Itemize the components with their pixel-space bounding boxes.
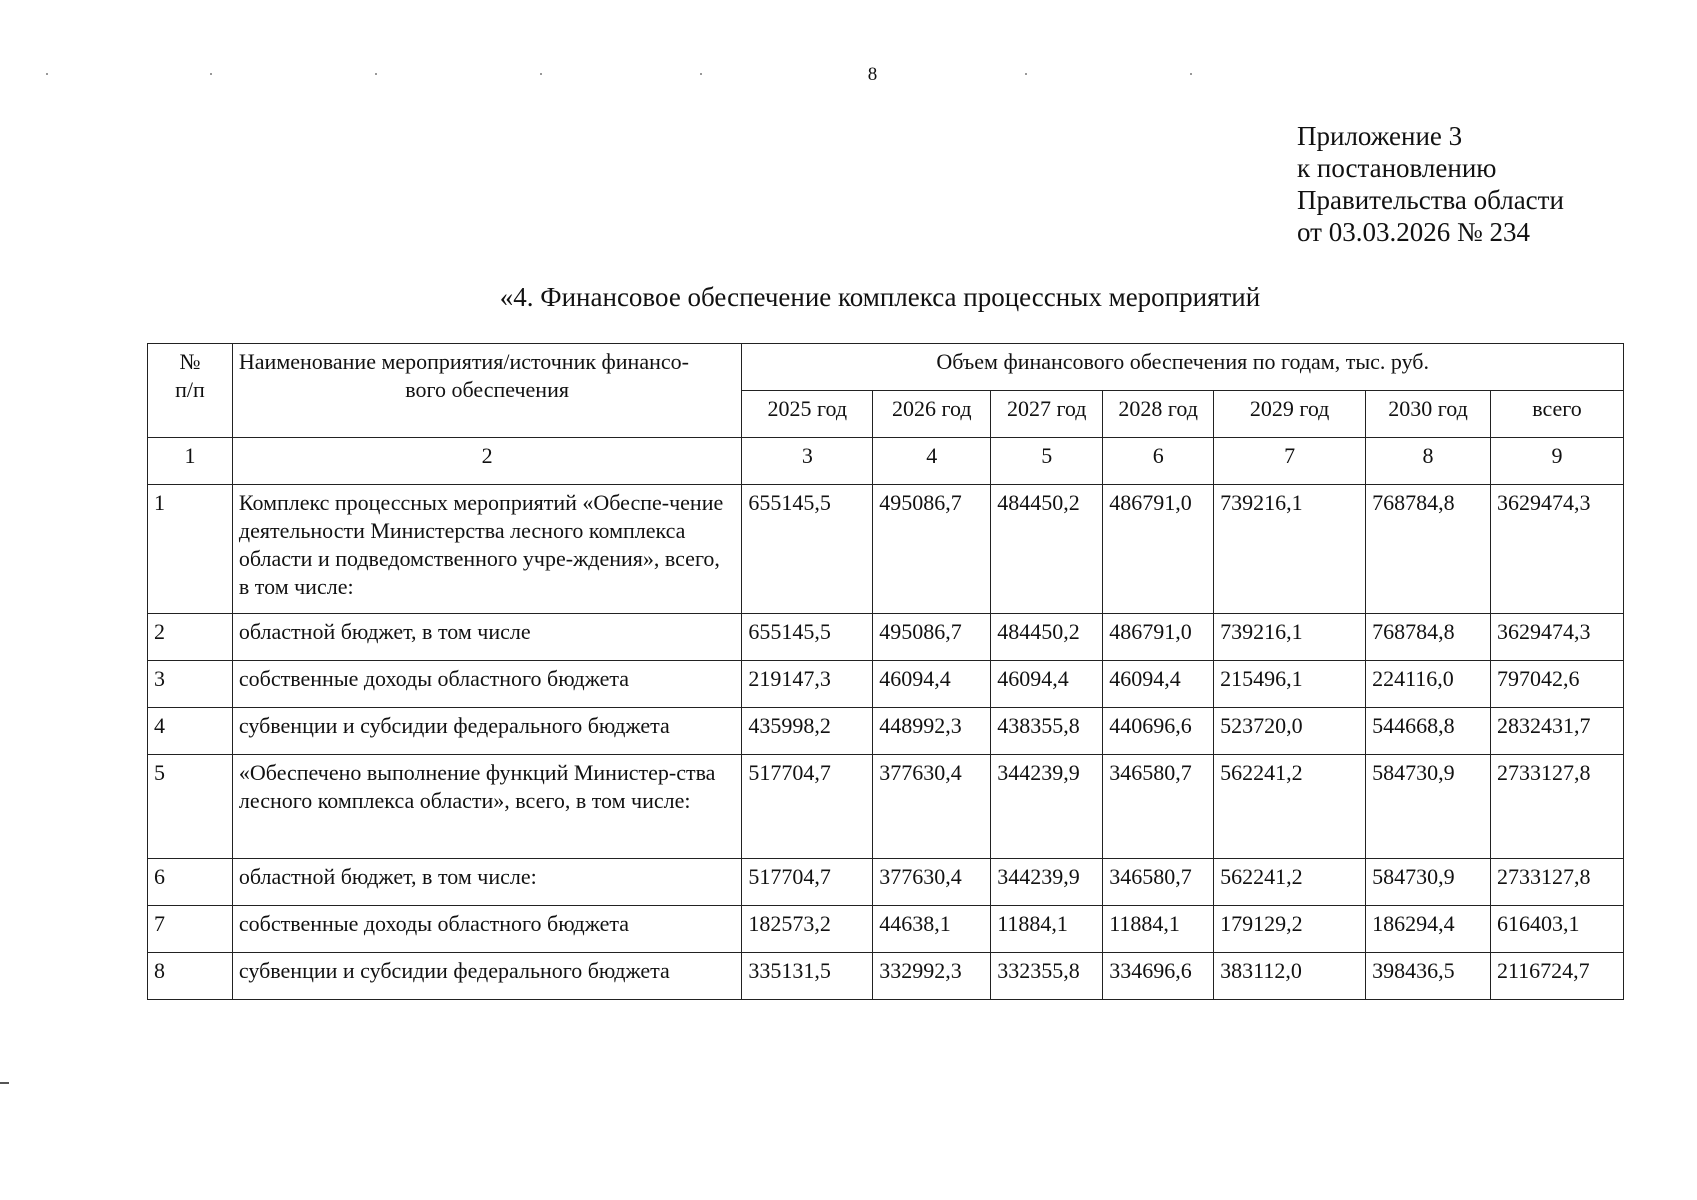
total-cell: 3629474,3: [1491, 614, 1624, 661]
total-cell: 2116724,7: [1491, 953, 1624, 1000]
row-name: собственные доходы областного бюджета: [232, 906, 741, 953]
scan-artifacts: [0, 73, 1697, 75]
value-cell: 584730,9: [1366, 859, 1491, 906]
header-year: 2026 год: [873, 391, 991, 438]
table-row: [148, 859, 1624, 906]
value-cell: 335131,5: [742, 953, 873, 1000]
value-cell: 562241,2: [1214, 755, 1366, 859]
value-cell: 517704,7: [742, 755, 873, 859]
header-num-line: №: [179, 349, 201, 374]
header-year: 2028 год: [1103, 391, 1214, 438]
table-row: [148, 708, 1624, 755]
row-name: Комплекс процессных мероприятий «Обеспе-чение деятельности Министерства лесного комплекса области и подведомственного учре-ждения», всего, в том числе:: [232, 485, 741, 614]
table-row: [148, 661, 1624, 708]
value-cell: 11884,1: [991, 906, 1103, 953]
header-num-line: п/п: [175, 377, 205, 402]
header-name-line: Наименование мероприятия/источник финансо-: [238, 349, 689, 374]
header-volume-group: Объем финансового обеспечения по годам, тыс. руб.: [742, 344, 1624, 391]
header-total: всего: [1491, 391, 1624, 438]
table-row: [148, 614, 1624, 661]
value-cell: 484450,2: [991, 614, 1103, 661]
value-cell: 544668,8: [1366, 708, 1491, 755]
column-index: 3: [742, 438, 873, 485]
value-cell: 495086,7: [873, 614, 991, 661]
column-index: 9: [1491, 438, 1624, 485]
total-cell: 2733127,8: [1491, 859, 1624, 906]
total-cell: 2733127,8: [1491, 755, 1624, 859]
value-cell: 495086,7: [873, 485, 991, 614]
appendix-line: к постановлению: [1297, 153, 1497, 183]
column-index-row: [148, 438, 1624, 485]
row-number: 3: [148, 661, 233, 708]
column-index: 8: [1366, 438, 1491, 485]
value-cell: 440696,6: [1103, 708, 1214, 755]
row-number: 2: [148, 614, 233, 661]
column-index: 2: [232, 438, 741, 485]
header-year: 2029 год: [1214, 391, 1366, 438]
value-cell: 215496,1: [1214, 661, 1366, 708]
value-cell: 739216,1: [1214, 485, 1366, 614]
appendix-block: [1297, 120, 1564, 248]
financing-table: [147, 343, 1624, 1000]
column-index: 6: [1103, 438, 1214, 485]
value-cell: 344239,9: [991, 755, 1103, 859]
row-name: субвенции и субсидии федерального бюджета: [232, 953, 741, 1000]
value-cell: 768784,8: [1366, 614, 1491, 661]
value-cell: 219147,3: [742, 661, 873, 708]
row-name: областной бюджет, в том числе: [232, 614, 741, 661]
table-row: [148, 906, 1624, 953]
value-cell: 346580,7: [1103, 755, 1214, 859]
value-cell: 11884,1: [1103, 906, 1214, 953]
column-index: 1: [148, 438, 233, 485]
header-year: 2030 год: [1366, 391, 1491, 438]
value-cell: 486791,0: [1103, 614, 1214, 661]
value-cell: 182573,2: [742, 906, 873, 953]
value-cell: 377630,4: [873, 859, 991, 906]
column-index: 4: [873, 438, 991, 485]
table-row: [148, 953, 1624, 1000]
value-cell: 383112,0: [1214, 953, 1366, 1000]
total-cell: 2832431,7: [1491, 708, 1624, 755]
row-name: областной бюджет, в том числе:: [232, 859, 741, 906]
column-index: 5: [991, 438, 1103, 485]
value-cell: 186294,4: [1366, 906, 1491, 953]
appendix-line: Приложение 3: [1297, 121, 1463, 151]
value-cell: 739216,1: [1214, 614, 1366, 661]
value-cell: 46094,4: [991, 661, 1103, 708]
appendix-line: Правительства области: [1297, 185, 1564, 215]
header-year: 2027 год: [991, 391, 1103, 438]
value-cell: 486791,0: [1103, 485, 1214, 614]
value-cell: 435998,2: [742, 708, 873, 755]
value-cell: 484450,2: [991, 485, 1103, 614]
header-name-line: вого обеспечения: [405, 377, 569, 402]
value-cell: 332355,8: [991, 953, 1103, 1000]
row-name: субвенции и субсидии федерального бюджета: [232, 708, 741, 755]
value-cell: 46094,4: [1103, 661, 1214, 708]
value-cell: 655145,5: [742, 485, 873, 614]
value-cell: 44638,1: [873, 906, 991, 953]
value-cell: 655145,5: [742, 614, 873, 661]
header-year: 2025 год: [742, 391, 873, 438]
value-cell: 584730,9: [1366, 755, 1491, 859]
row-number: 7: [148, 906, 233, 953]
value-cell: 377630,4: [873, 755, 991, 859]
page-number: 8: [867, 64, 878, 85]
appendix-line: от 03.03.2026 № 234: [1297, 217, 1530, 247]
value-cell: 346580,7: [1103, 859, 1214, 906]
row-number: 1: [148, 485, 233, 614]
row-number: 6: [148, 859, 233, 906]
value-cell: 562241,2: [1214, 859, 1366, 906]
header-num: [148, 344, 233, 438]
value-cell: 768784,8: [1366, 485, 1491, 614]
value-cell: 224116,0: [1366, 661, 1491, 708]
value-cell: 46094,4: [873, 661, 991, 708]
header-name: [232, 344, 741, 438]
total-cell: 3629474,3: [1491, 485, 1624, 614]
value-cell: 517704,7: [742, 859, 873, 906]
value-cell: 438355,8: [991, 708, 1103, 755]
total-cell: 797042,6: [1491, 661, 1624, 708]
value-cell: 448992,3: [873, 708, 991, 755]
table-row: [148, 485, 1624, 614]
value-cell: 398436,5: [1366, 953, 1491, 1000]
scan-edge-mark: [0, 1082, 9, 1084]
value-cell: 523720,0: [1214, 708, 1366, 755]
value-cell: 332992,3: [873, 953, 991, 1000]
row-name: собственные доходы областного бюджета: [232, 661, 741, 708]
table-row: [148, 755, 1624, 859]
value-cell: 344239,9: [991, 859, 1103, 906]
value-cell: 334696,6: [1103, 953, 1214, 1000]
row-number: 8: [148, 953, 233, 1000]
section-title: «4. Финансовое обеспечение комплекса процессных мероприятий: [499, 282, 1261, 312]
row-name: «Обеспечено выполнение функций Министер-ства лесного комплекса области», всего, в том числе:: [232, 755, 741, 859]
column-index: 7: [1214, 438, 1366, 485]
total-cell: 616403,1: [1491, 906, 1624, 953]
value-cell: 179129,2: [1214, 906, 1366, 953]
row-number: 4: [148, 708, 233, 755]
row-number: 5: [148, 755, 233, 859]
